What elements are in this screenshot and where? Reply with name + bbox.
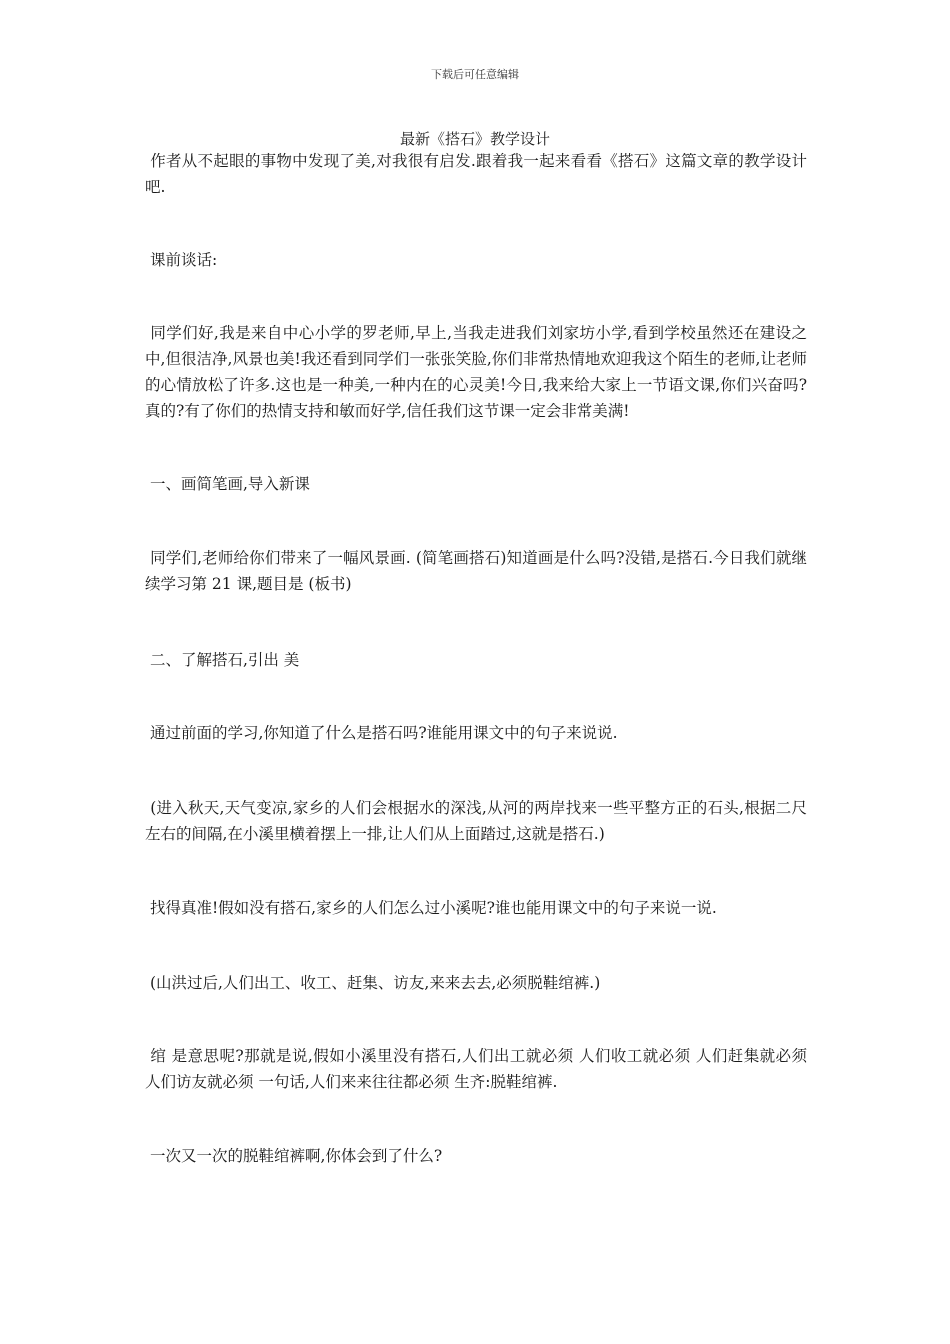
document-title: 最新《搭石》教学设计 [399, 130, 550, 148]
section-label-pre-class-talk: 课前谈话: [145, 251, 218, 269]
quote-paragraph-1: (进入秋天,天气变凉,家乡的人们会根据水的深浅,从河的两岸找来一些平整方正的石头,根据二尺左右的间隔,在小溪里横着摆上一排,让人们从上面踏过,这就是搭石.) [145, 799, 807, 843]
intro-paragraph: 作者从不起眼的事物中发现了美,对我很有启发.跟着我一起来看看《搭石》这篇文章的教学设计吧. [145, 152, 807, 196]
drawing-intro-paragraph: 同学们,老师给你们带来了一幅风景画. (简笔画搭石)知道画是什么吗?没错,是搭石.今日我们就继续学习第 21 课,题目是 (板书) [145, 549, 807, 593]
section-heading-2: 二、了解搭石,引出 美 [145, 651, 300, 669]
question-paragraph-2: 找得真准!假如没有搭石,家乡的人们怎么过小溪呢?谁也能用课文中的句子来说一说. [145, 899, 717, 917]
header-note: 下载后可任意编辑 [431, 68, 519, 81]
explanation-paragraph: 绾 是意思呢?那就是说,假如小溪里没有搭石,人们出工就必须 人们收工就必须 人们赶集就必须 人们访友就必须 一句话,人们来来往往都必须 生齐:脱鞋绾裤. [145, 1047, 812, 1091]
section-heading-1: 一、画简笔画,导入新课 [145, 475, 310, 493]
greeting-paragraph: 同学们好,我是来自中心小学的罗老师,早上,当我走进我们刘家坊小学,看到学校虽然还在建设之中,但很洁净,风景也美!我还看到同学们一张张笑脸,你们非常热情地欢迎我这个陌生的老师,让老师的心情放松了许多.这也是一种美,一种内在的心灵美!今日,我来给大家上一节语文课,你们兴奋吗?真的?有了你们的热情支持和敏而好学,信任我们这节课一定会非常美满! [145, 324, 807, 420]
quote-paragraph-2: (山洪过后,人们出工、收工、赶集、访友,来来去去,必须脱鞋绾裤.) [145, 974, 601, 992]
reflection-question: 一次又一次的脱鞋绾裤啊,你体会到了什么? [145, 1147, 443, 1165]
question-paragraph-1: 通过前面的学习,你知道了什么是搭石吗?谁能用课文中的句子来说说. [145, 724, 618, 742]
